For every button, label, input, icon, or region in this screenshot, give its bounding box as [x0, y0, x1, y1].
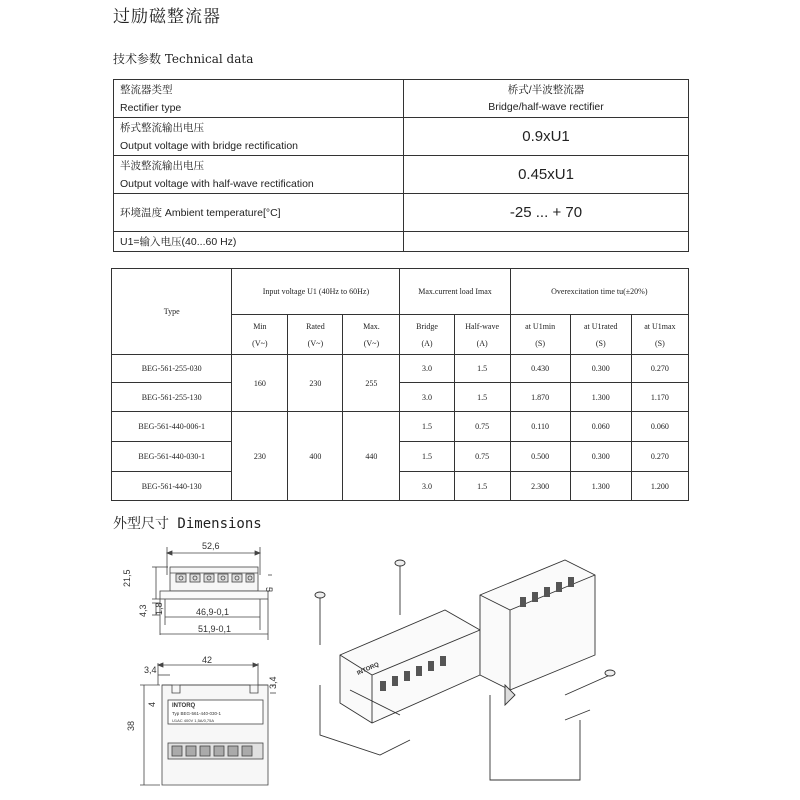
value-en: Bridge/half-wave rectifier — [488, 100, 604, 113]
header-max — [343, 315, 400, 355]
table-cell — [114, 80, 404, 118]
spec-table — [111, 268, 689, 501]
table-row — [112, 442, 689, 472]
cell-umax: 0.270 — [631, 442, 688, 472]
header-unit: (S) — [655, 338, 665, 348]
label-en: Output voltage with bridge rectification — [120, 139, 299, 152]
header-half-wave — [454, 315, 510, 355]
header-bridge — [400, 315, 454, 355]
header-unit: (V~) — [307, 338, 324, 348]
table-cell: 0.45xU1 — [404, 156, 689, 194]
table-header-row — [112, 269, 689, 315]
cell-urated: 1.300 — [570, 383, 631, 412]
dim-38: 38 — [126, 720, 136, 731]
dim-51-9: 51,9-0,1 — [198, 624, 232, 634]
dim-3-4-a: 3,4 — [144, 665, 157, 675]
cell-type: BEG-561-255-130 — [112, 383, 232, 412]
cell-umax: 0.270 — [631, 355, 688, 383]
cell-umax: 1.200 — [631, 472, 688, 501]
front-view-drawing — [140, 663, 276, 785]
dim-height: 21,5 — [122, 569, 132, 587]
device-brand-3d: INTORQ — [356, 661, 381, 677]
label-cn: 半波整流输出电压 — [120, 159, 204, 172]
cell-half: 0.75 — [454, 412, 510, 442]
cell-umax: 0.060 — [631, 412, 688, 442]
table-row — [114, 194, 689, 232]
dim-42: 42 — [202, 655, 213, 665]
table-row — [112, 383, 689, 412]
cell-urated: 0.300 — [570, 355, 631, 383]
table-row — [114, 156, 689, 194]
header-type: Type — [112, 269, 232, 355]
device-spec-front: U1AC 400V 1,5A/0,75A — [172, 718, 215, 723]
header-u1rated — [570, 315, 631, 355]
header-u1max — [631, 315, 688, 355]
header-label: at U1rated — [583, 321, 618, 331]
cell-type: BEG-561-440-030-1 — [112, 442, 232, 472]
cell-half: 1.5 — [454, 383, 510, 412]
cell-min: 160 — [232, 355, 288, 412]
cell-half: 1.5 — [454, 472, 510, 501]
cell-umin: 0.500 — [510, 442, 570, 472]
header-rated — [288, 315, 343, 355]
table-row — [112, 412, 689, 442]
cell-rated: 400 — [288, 412, 343, 501]
header-overexcitation: Overexcitation time tu(±20%) — [510, 269, 688, 315]
table-cell — [114, 118, 404, 156]
cell-bridge: 3.0 — [400, 383, 454, 412]
label-cn: 整流器类型 — [120, 83, 173, 96]
cell-umin: 0.110 — [510, 412, 570, 442]
header-unit: (S) — [535, 338, 546, 348]
table-cell — [114, 156, 404, 194]
dim-46-9: 46,9-0,1 — [196, 607, 230, 617]
header-label: Min — [253, 321, 267, 331]
table-row — [114, 118, 689, 156]
cell-max: 255 — [343, 355, 400, 412]
header-input-voltage: Input voltage U1 (40Hz to 60Hz) — [232, 269, 400, 315]
label-cn: 桥式整流输出电压 — [120, 121, 204, 134]
label-en: Output voltage with half-wave rectification — [120, 177, 314, 190]
cell-type: BEG-561-440-006-1 — [112, 412, 232, 442]
cell-min: 230 — [232, 412, 288, 501]
cell-bridge: 1.5 — [400, 412, 454, 442]
cell-bridge: 3.0 — [400, 472, 454, 501]
dim-4: 4 — [147, 701, 157, 707]
header-label: Bridge — [416, 321, 438, 331]
dim-5: 5 — [264, 587, 274, 593]
header-u1min — [510, 315, 570, 355]
header-min — [232, 315, 288, 355]
dim-3-4-b: 3,4 — [268, 676, 278, 689]
header-label: Max. — [363, 321, 380, 331]
technical-data-table — [113, 79, 689, 252]
header-unit: (A) — [421, 338, 433, 348]
cell-rated: 230 — [288, 355, 343, 412]
cell-bridge: 1.5 — [400, 442, 454, 472]
cell-umin: 2.300 — [510, 472, 570, 501]
device-brand-front: INTORQ — [172, 703, 196, 709]
cell-type: BEG-561-440-130 — [112, 472, 232, 501]
table-row — [114, 80, 689, 118]
header-unit: (V~) — [363, 338, 380, 348]
cell-max: 440 — [343, 412, 400, 501]
section-title-technical: 技术参数 Technical data — [113, 52, 254, 66]
header-unit: (S) — [595, 338, 606, 348]
table-cell — [404, 232, 689, 252]
header-label: Rated — [306, 321, 325, 331]
table-cell — [404, 80, 689, 118]
cell-type: BEG-561-255-030 — [112, 355, 232, 383]
header-label: Half-wave — [465, 321, 499, 331]
cell-umin: 1.870 — [510, 383, 570, 412]
table-cell: U1=输入电压(40...60 Hz) — [114, 232, 404, 252]
dimension-drawings — [110, 535, 690, 800]
cell-half: 1.5 — [454, 355, 510, 383]
header-unit: (A) — [476, 338, 488, 348]
dim-1-8: 1,8 — [154, 602, 164, 615]
value-cn: 桥式/半波整流器 — [507, 83, 585, 96]
cell-urated: 0.060 — [570, 412, 631, 442]
cell-bridge: 3.0 — [400, 355, 454, 383]
table-cell: 环境温度 Ambient temperature[°C] — [114, 194, 404, 232]
header-label: at U1max — [644, 321, 676, 331]
header-label: at U1min — [525, 321, 556, 331]
label-en: Rectifier type — [120, 101, 182, 114]
cell-urated: 0.300 — [570, 442, 631, 472]
table-row — [112, 355, 689, 383]
header-unit: (V~) — [252, 338, 268, 348]
dim-4-3: 4,3 — [138, 604, 148, 617]
cell-urated: 1.300 — [570, 472, 631, 501]
cell-umin: 0.430 — [510, 355, 570, 383]
cell-umax: 1.170 — [631, 383, 688, 412]
dim-width: 52,6 — [202, 541, 220, 551]
table-row — [114, 232, 689, 252]
cell-half: 0.75 — [454, 442, 510, 472]
device-type-front: Typ BEG-561-440-030-1 — [172, 711, 222, 716]
header-current-load: Max.current load Imax — [400, 269, 510, 315]
table-row — [112, 472, 689, 501]
table-cell: 0.9xU1 — [404, 118, 689, 156]
page-title: 过励磁整流器 — [113, 7, 221, 27]
section-title-dimensions: 外型尺寸 Dimensions — [113, 516, 262, 532]
table-cell: -25 ... + 70 — [404, 194, 689, 232]
